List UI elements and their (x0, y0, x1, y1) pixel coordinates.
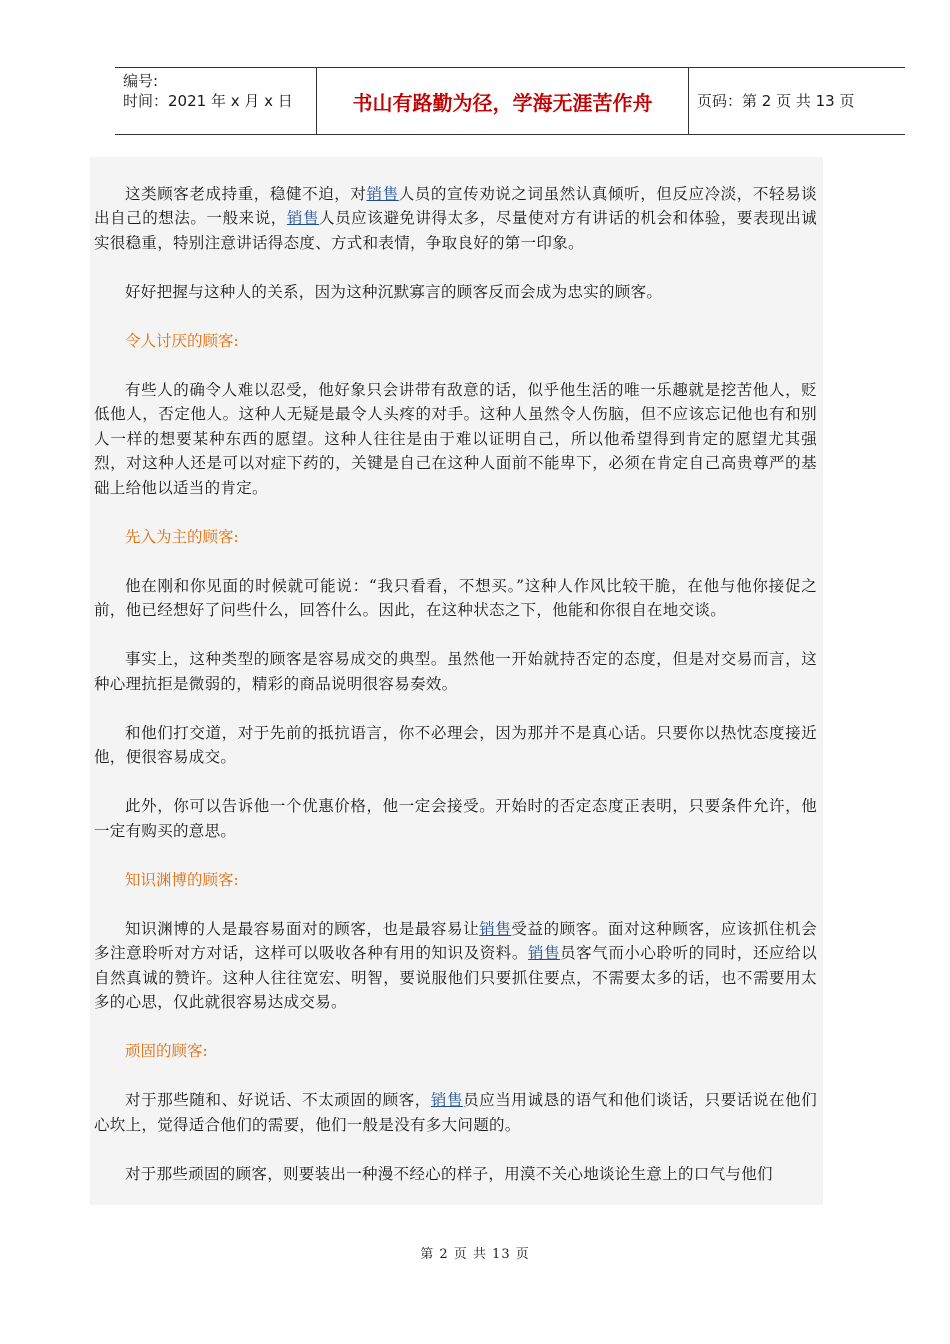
paragraph-knowledgeable-customer: 知识渊博的人是最容易面对的顾客，也是最容易让销售受益的顾客。面对这种顾客，应该抓住机会多注意聆听对方对话，这样可以吸收各种有用的知识及资料。销售员客气而小心聆听的同时，还应给以自然真诚的赞许。这种人往往宽宏、明智，要说服他们只要抓住要点，不需要太多的话，也不需要用太多的心思，仅此就很容易达成交易。 (94, 919, 817, 1011)
paragraph-preconceived-1: 他在刚和你见面的时候就可能说：“我只看看，不想买。”这种人作风比较干脆，在他与他你接促之前，他已经想好了问些什么，回答什么。因此，在这种状态之下，他能和你很自在地交谈。 (94, 576, 817, 619)
heading-stubborn-customer: 顽固的顾客: (125, 1042, 208, 1060)
article-body (90, 157, 823, 1205)
sales-link[interactable]: 销售 (286, 209, 320, 227)
document-number: 编号: (123, 72, 159, 90)
sales-link[interactable]: 销售 (430, 1091, 464, 1109)
sales-link[interactable]: 销售 (366, 184, 399, 203)
sales-link[interactable]: 销售 (479, 919, 512, 938)
paragraph-preconceived-4: 此外，你可以告诉他一个优惠价格，他一定会接受。开始时的否定态度正表明，只要条件允许，他一定有购买的意思。 (94, 797, 817, 840)
paragraph-preconceived-3: 和他们打交道，对于先前的抵抗语言，你不必理会，因为那并不是真心话。只要你以热忱态度接近他，便很容易成交。 (94, 723, 817, 766)
heading-preconceived-customer: 先入为主的顾客: (125, 527, 239, 546)
paragraph-loyal-customer: 好好把握与这种人的关系，因为这种沉默寡言的顾客反而会成为忠实的顾客。 (125, 282, 663, 301)
sales-link[interactable]: 销售 (527, 944, 561, 962)
heading-annoying-customer: 令人讨厌的顾客: (125, 331, 239, 350)
heading-knowledgeable-customer: 知识渊博的顾客: (125, 870, 239, 889)
paragraph-annoying-customer: 有些人的确令人难以忍受，他好象只会讲带有敌意的话，似乎他生活的唯一乐趣就是挖苦他人，贬低他人，否定他人。这种人无疑是最令人头疼的对手。这种人虽然令人伤脑，但不应该忘记他也有和别人一样的想要某种东西的愿望。这种人往往是由于难以证明自己，所以他希望得到肯定的愿望尤其强烈，对这种人还是可以对症下药的，关键是自己在这种人面前不能卑下，必须在肯定自己高贵尊严的基础上给他以适当的肯定。 (94, 380, 817, 497)
page-footer: 第 2 页 共 13 页 (420, 1247, 530, 1262)
header-meta (115, 68, 317, 134)
paragraph-preconceived-2: 事实上，这种类型的顾客是容易成交的典型。虽然他一开始就持否定的态度，但是对交易而言，这种心理抗拒是微弱的，精彩的商品说明很容易奏效。 (94, 650, 817, 693)
paragraph-stubborn-2: 对于那些顽固的顾客，则要装出一种漫不经心的样子，用漠不关心地谈论生意上的口气与他们 (125, 1164, 773, 1183)
document-time: 时间：2021 年 x 月 x 日 (123, 92, 293, 110)
page-header (115, 67, 905, 135)
paragraph-stubborn-1: 对于那些随和、好说话、不太顽固的顾客，销售员应当用诚恳的语气和他们谈话，只要话说在他们心坎上，觉得适合他们的需要，他们一般是没有多大问题的。 (94, 1091, 818, 1134)
header-motto: 书山有路勤为径，学海无涯苦作舟 (317, 68, 689, 134)
paragraph-reserved-customer: 这类顾客老成持重，稳健不迫，对销售人员的宣传劝说之词虽然认真倾听，但反应冷淡，不轻易谈出自己的想法。一般来说，销售人员应该避免讲得太多，尽量使对方有讲话的机会和体验，要表现出诚实很稳重，特别注意讲话得态度、方式和表情，争取良好的第一印象。 (94, 184, 817, 252)
header-page-number: 页码：第 2 页 共 13 页 (697, 91, 855, 110)
